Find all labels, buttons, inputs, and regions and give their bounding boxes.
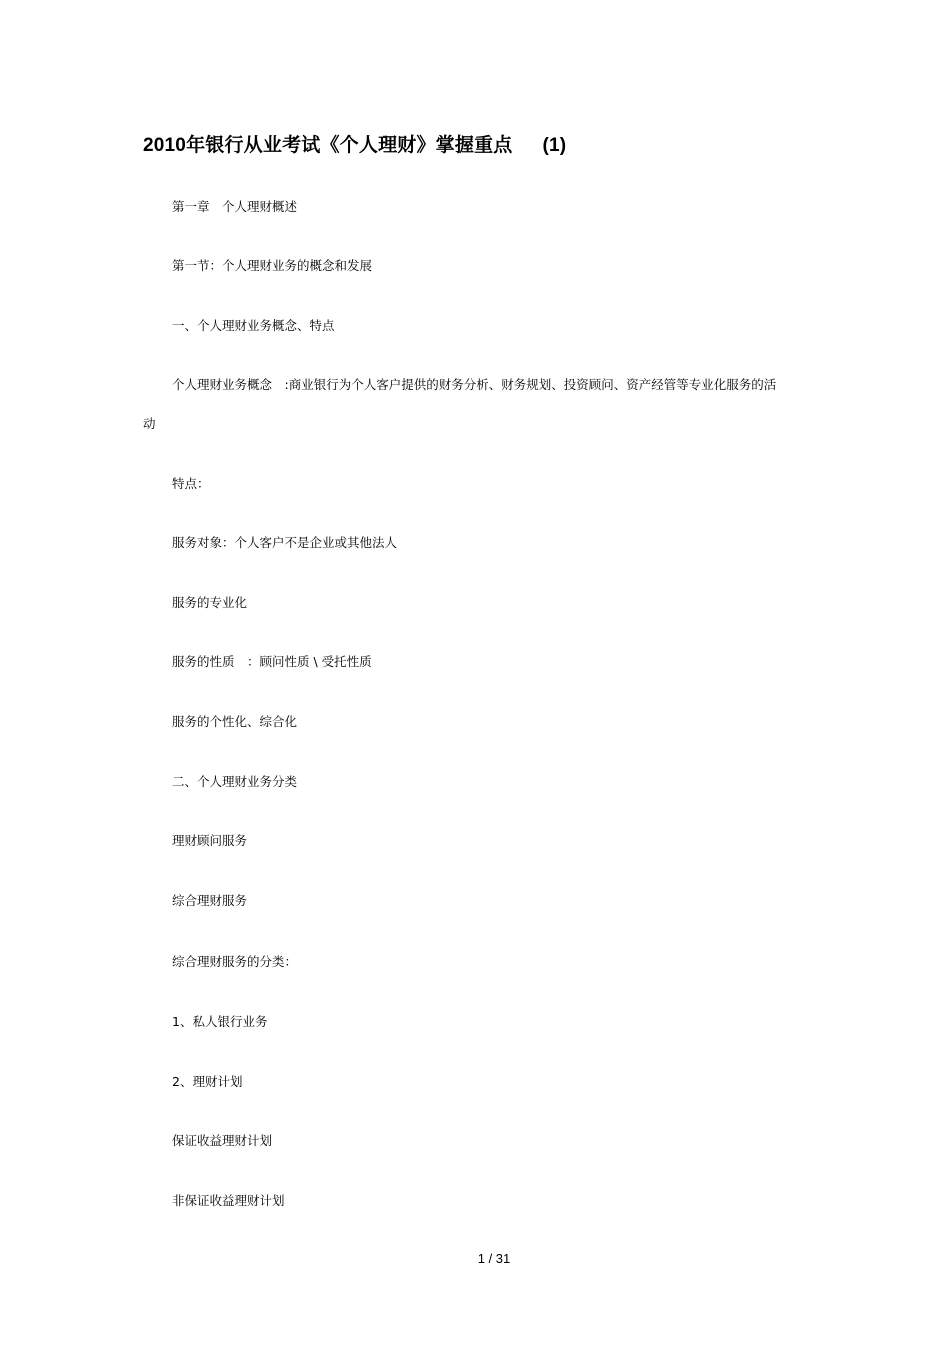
paragraph-line: 个人理财业务概念 :商业银行为个人客户提供的财务分析、财务规划、投资顾问、资产经管等专业化服务的活 [172,377,777,392]
paragraph-line-continuation: 动 [143,416,156,431]
subsection-heading: 二、个人理财业务分类 [172,774,298,789]
list-item: 2、理财计划 [172,1074,243,1089]
paragraph-line: 服务的专业化 [172,595,248,610]
paragraph-line: 服务的性质 ：顾问性质 \ 受托性质 [172,654,372,669]
subsection-heading: 一、个人理财业务概念、特点 [172,318,335,333]
paragraph-line: 非保证收益理财计划 [172,1193,285,1208]
title-suffix: (1) [542,135,567,156]
paragraph-line: 综合理财服务的分类： [172,954,298,969]
paragraph-line: 综合理财服务 [172,893,248,908]
section-heading: 第一节：个人理财业务的概念和发展 [172,258,373,273]
paragraph-line: 服务对象：个人客户不是企业或其他法人 [172,535,398,550]
chapter-heading: 第一章 个人理财概述 [172,199,298,214]
page-number: 1 / 31 [477,1251,511,1266]
paragraph-line: 保证收益理财计划 [172,1133,273,1148]
document-title [143,130,566,157]
title-main: 2010年银行从业考试《个人理财》掌握重点 [143,135,513,156]
paragraph-line: 服务的个性化、综合化 [172,714,298,729]
paragraph-line: 理财顾问服务 [172,833,248,848]
list-item: 1、私人银行业务 [172,1014,268,1029]
paragraph-line: 特点： [172,476,210,491]
